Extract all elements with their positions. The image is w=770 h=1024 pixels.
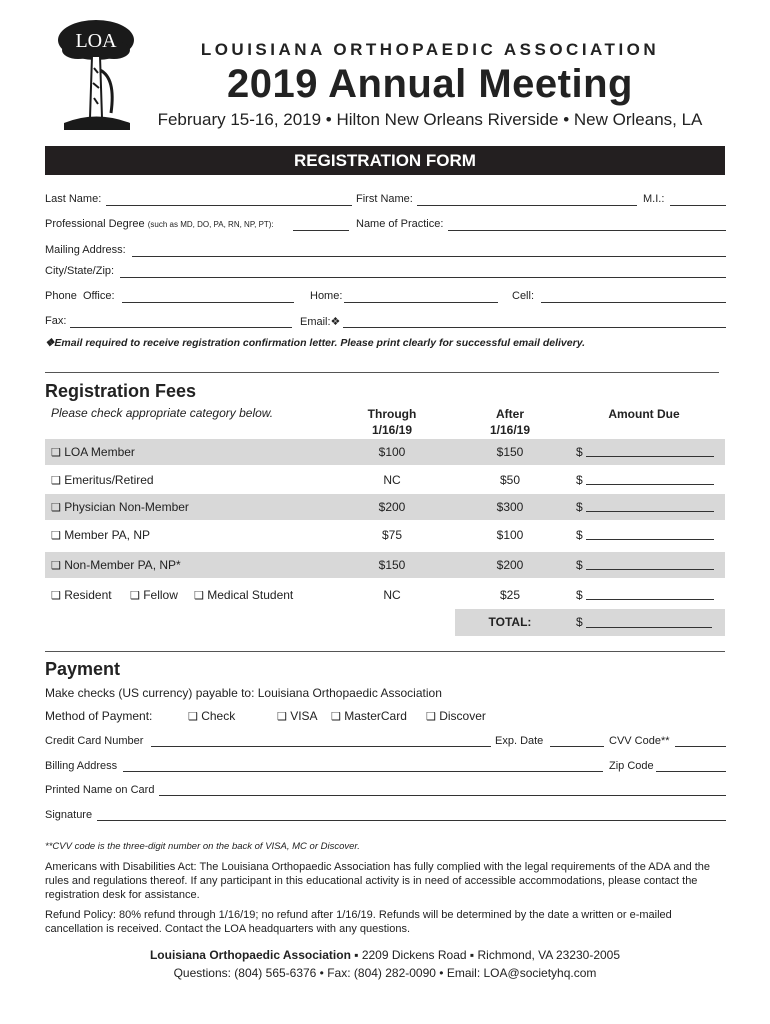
fee-through: NC (383, 588, 401, 602)
degree-hint: (such as MD, DO, PA, RN, NP, PT): (147, 220, 274, 229)
mailing-input[interactable] (132, 256, 726, 257)
zip-label: Zip Code (609, 760, 654, 772)
card-number-label: Credit Card Number (45, 735, 144, 747)
fee-option-non-member-pa-np[interactable]: ❑ Non-Member PA, NP* (51, 558, 181, 572)
refund-policy: Refund Policy: 80% refund through 1/16/19; no refund after 1/16/19. Refunds will be determined by the date a written or e-mailed cancellation is received. Contact the LOA headquarters with any questions. (45, 909, 672, 935)
pay-option-mastercard[interactable]: ❑ MasterCard (331, 709, 407, 723)
fee-after: $50 (499, 473, 521, 487)
email-input[interactable] (343, 327, 726, 328)
mailing-label: Mailing Address: (45, 244, 126, 256)
fee-after: $150 (496, 445, 524, 459)
dollar-sign: $ (576, 445, 583, 459)
fee-option-loa-member[interactable]: ❑ LOA Member (51, 445, 135, 459)
exp-date-input[interactable] (550, 746, 604, 747)
phone-office-input[interactable] (122, 302, 294, 303)
meeting-subtitle: February 15-16, 2019 • Hilton New Orleans Riverside • New Orleans, LA (157, 110, 703, 129)
amount-column-header: Amount Due (608, 407, 680, 421)
amount-due-input[interactable] (586, 456, 714, 457)
meeting-title: 2019 Annual Meeting (227, 62, 633, 106)
last-name-input[interactable] (106, 205, 352, 206)
dollar-sign: $ (576, 588, 583, 602)
ada-statement: Americans with Disabilities Act: The Louisiana Orthopaedic Association has fully complied with the legal requirements of the ADA and the rules and regulations thereof. If any participant in this educational activity is in need of accessible accommodations, please contact the registration desk for assistance. (45, 861, 711, 901)
city-input[interactable] (120, 277, 726, 278)
degree-label: Professional Degree (such as MD, DO, PA, RN, NP, PT): (45, 218, 274, 230)
city-label: City/State/Zip: (45, 265, 115, 277)
first-name-label: First Name: (356, 193, 413, 205)
amount-due-input[interactable] (586, 569, 714, 570)
signature-input[interactable] (97, 820, 726, 821)
home-label: Home: (310, 290, 343, 302)
fee-through: $150 (378, 558, 406, 572)
zip-input[interactable] (656, 771, 726, 772)
card-number-input[interactable] (151, 746, 491, 747)
form-title-bar: REGISTRATION FORM (45, 146, 725, 175)
divider (45, 651, 725, 652)
fee-option-fellow[interactable]: ❑ Fellow (130, 588, 178, 602)
checkbox-icon: ❑ (188, 711, 198, 723)
fee-through: $75 (381, 528, 403, 542)
checkbox-icon: ❑ (51, 590, 61, 602)
mi-input[interactable] (670, 205, 726, 206)
fee-row (45, 439, 725, 465)
total-label: TOTAL: (488, 615, 532, 629)
email-note: ❖Email required to receive registration confirmation letter. Please print clearly for successful email delivery. (45, 337, 586, 349)
practice-label: Name of Practice: (356, 218, 444, 230)
fee-through: $100 (378, 445, 406, 459)
checkbox-icon: ❑ (51, 530, 61, 542)
mi-label: M.I.: (643, 193, 665, 205)
fee-after: $200 (496, 558, 524, 572)
fax-input[interactable] (70, 327, 292, 328)
fee-after: $300 (496, 500, 524, 514)
fee-row (45, 552, 725, 578)
fee-after: $25 (499, 588, 521, 602)
checkbox-icon: ❑ (194, 590, 204, 602)
tree-icon (56, 18, 136, 133)
cell-label: Cell: (512, 290, 535, 302)
signature-label: Signature (45, 809, 93, 821)
checkbox-icon: ❑ (51, 475, 61, 487)
phone-cell-input[interactable] (541, 302, 726, 303)
dollar-sign: $ (576, 500, 583, 514)
printed-name-label: Printed Name on Card (45, 784, 155, 796)
checkbox-icon: ❑ (277, 711, 287, 723)
amount-due-input[interactable] (586, 511, 714, 512)
organization-name: LOUISIANA ORTHOPAEDIC ASSOCIATION (200, 40, 660, 59)
fee-row (45, 522, 725, 548)
footer-address: Louisiana Orthopaedic Association ▪ 2209 Dickens Road ▪ Richmond, VA 23230-2005 (149, 948, 621, 962)
svg-text:LOA: LOA (75, 30, 117, 52)
fees-instruction: Please check appropriate category below. (51, 406, 274, 420)
last-name-label: Last Name: (45, 193, 102, 205)
fees-heading: Registration Fees (45, 381, 197, 401)
cvv-input[interactable] (675, 746, 726, 747)
billing-label: Billing Address (45, 760, 118, 772)
footer-contact: Questions: (804) 565-6376 • Fax: (804) 282-0090 • Email: LOA@societyhq.com (173, 966, 597, 980)
fee-row (45, 582, 725, 608)
printed-name-input[interactable] (159, 795, 726, 796)
billing-input[interactable] (123, 771, 603, 772)
total-row (455, 609, 725, 636)
checkbox-icon: ❑ (130, 590, 140, 602)
fee-row (45, 467, 725, 493)
checkbox-icon: ❑ (51, 560, 61, 572)
amount-due-input[interactable] (586, 484, 714, 485)
cvv-label: CVV Code** (609, 735, 670, 747)
fee-option-physician-non-member[interactable]: ❑ Physician Non-Member (51, 500, 189, 514)
cvv-note: **CVV code is the three-digit number on the back of VISA, MC or Discover. (45, 841, 360, 852)
fee-after: $100 (496, 528, 524, 542)
checkbox-icon: ❑ (51, 502, 61, 514)
payment-heading: Payment (45, 659, 121, 679)
fax-label: Fax: (45, 315, 67, 327)
fee-option-medical-student[interactable]: ❑ Medical Student (194, 588, 294, 602)
practice-input[interactable] (448, 230, 726, 231)
dollar-sign: $ (576, 528, 583, 542)
fee-through: NC (383, 473, 401, 487)
pay-option-visa[interactable]: ❑ VISA (277, 709, 318, 723)
checkbox-icon: ❑ (426, 711, 436, 723)
amount-due-input[interactable] (586, 539, 714, 540)
phone-label: Phone Office: (45, 290, 115, 302)
checkbox-icon: ❑ (331, 711, 341, 723)
fee-row (45, 494, 725, 520)
after-column-header: After 1/16/19 (489, 407, 531, 437)
phone-home-input[interactable] (344, 302, 498, 303)
fee-option-emeritus[interactable]: ❑ Emeritus/Retired (51, 473, 154, 487)
through-column-header: Through 1/16/19 (367, 407, 417, 437)
pay-option-discover[interactable]: ❑ Discover (426, 709, 486, 723)
amount-due-input[interactable] (586, 599, 714, 600)
first-name-input[interactable] (417, 205, 637, 206)
checks-payable-text: Make checks (US currency) payable to: Louisiana Orthopaedic Association (45, 686, 442, 700)
degree-input[interactable] (293, 230, 349, 231)
dollar-sign: $ (576, 615, 583, 629)
method-label: Method of Payment: (45, 709, 153, 723)
loa-logo (56, 18, 136, 133)
total-amount-input[interactable] (586, 627, 712, 628)
checkbox-icon: ❑ (51, 447, 61, 459)
dollar-sign: $ (576, 558, 583, 572)
divider (45, 372, 719, 373)
dollar-sign: $ (576, 473, 583, 487)
exp-date-label: Exp. Date (495, 735, 544, 747)
pay-option-check[interactable]: ❑ Check (188, 709, 236, 723)
fee-option-member-pa-np[interactable]: ❑ Member PA, NP (51, 528, 151, 542)
email-label: Email:❖ (300, 316, 341, 328)
fee-through: $200 (378, 500, 406, 514)
fee-option-resident[interactable]: ❑ Resident (51, 588, 112, 602)
